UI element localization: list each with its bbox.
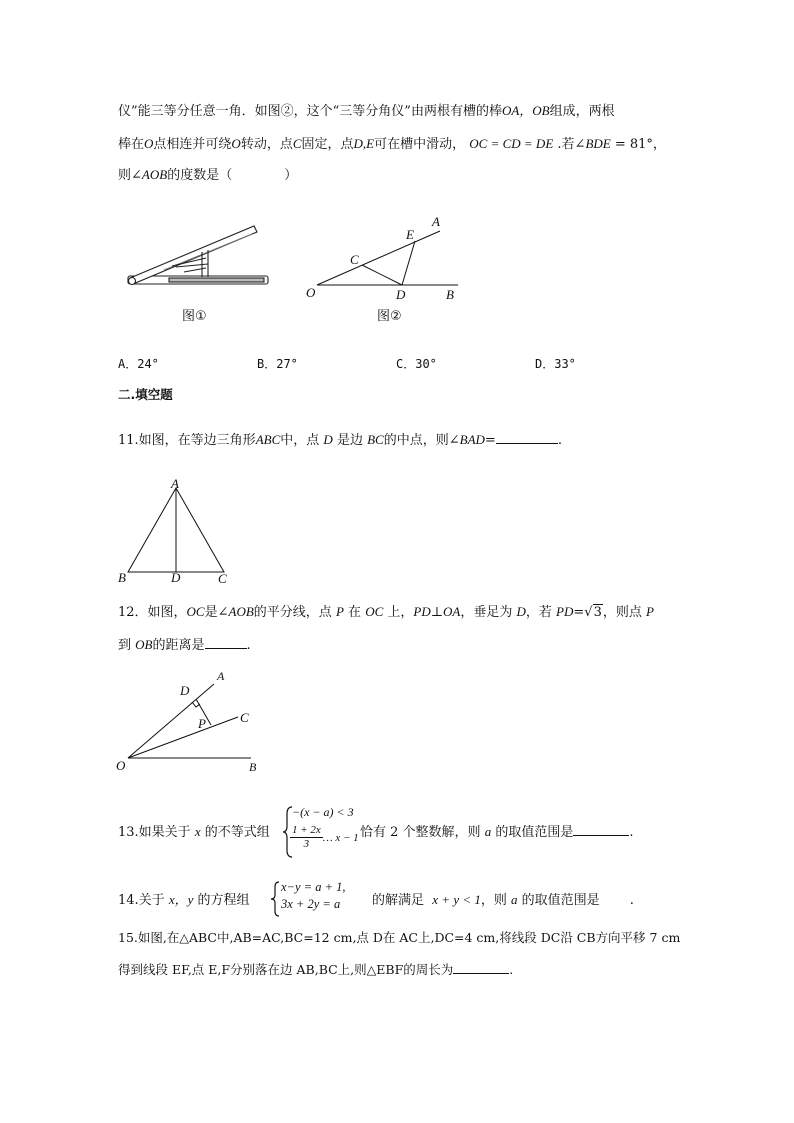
q13-var: a <box>484 824 492 839</box>
pivot <box>129 278 136 285</box>
q11-var: BC <box>367 432 384 447</box>
q10-var: D,E <box>353 136 375 151</box>
q10-var: BDE <box>585 136 611 151</box>
segment-cd <box>362 265 402 285</box>
q13-ineq-1: −(x − a) < 3 <box>292 805 354 819</box>
q11-part: 的中点，则∠ <box>383 433 460 448</box>
q10-text: 的度数是（ ） <box>167 168 298 183</box>
choice-b: B．27° <box>257 357 298 371</box>
fig1-caption: 图① <box>182 309 207 324</box>
q12-var: PD <box>556 604 574 619</box>
q12-part: 到 <box>118 638 132 653</box>
q14-part: 14.关于 <box>118 893 165 908</box>
q11-part: . <box>557 433 562 448</box>
q10-var: O <box>144 136 154 151</box>
q10-equation: OC = CD = DE <box>469 136 554 151</box>
label-p: P <box>198 716 206 731</box>
q12-part: ，垂足为 <box>460 605 513 620</box>
q12-var: OC <box>365 604 384 619</box>
q10-text: 仪”能三等分任意一角．如图②，这个“三等分角仪”由两根有槽的棒 <box>118 104 502 119</box>
q10-text: 点相连并可绕 <box>153 137 232 152</box>
q11-part: 是边 <box>336 433 363 448</box>
section-title: 二.填空题 <box>118 387 173 402</box>
q14-eq-1: x−y = a + 1, <box>281 880 346 894</box>
q10-text: .若∠ <box>557 137 586 152</box>
label-d: D <box>171 570 181 585</box>
q13-rhs: … x − 1 <box>322 832 359 844</box>
q15-part: . <box>509 962 514 977</box>
label-a: A <box>217 669 225 683</box>
q12-part: . <box>246 638 251 653</box>
answer-blank <box>453 961 509 974</box>
q13-part: 13.如果关于 <box>118 825 191 840</box>
q14-part: 的解满足 <box>372 893 425 908</box>
q12-var: OA <box>443 604 461 619</box>
trisector-figure <box>124 222 274 302</box>
q10-text: = 81°， <box>610 137 666 152</box>
q10-text: 棒在 <box>118 137 145 152</box>
q10-line-2 <box>118 135 666 154</box>
q13-part: 的取值范围是 <box>495 825 574 840</box>
choice-d: D．33° <box>535 357 576 371</box>
equilateral-triangle-figure <box>114 476 234 588</box>
answer-blank <box>573 823 629 836</box>
label-o: O <box>116 758 126 773</box>
q13-var: x <box>194 824 201 839</box>
q14-condition: x + y < 1 <box>432 892 481 907</box>
q13-part: . <box>629 825 634 840</box>
lower-rod-slot <box>169 278 264 282</box>
q13-part: 恰有 2 个整数解，则 <box>360 825 481 840</box>
q12-part: = <box>573 605 585 620</box>
upper-rod <box>130 226 257 284</box>
label-c: C <box>218 571 227 586</box>
q11-part: = <box>484 433 496 448</box>
segment-de <box>402 241 415 285</box>
q12-var: AOB <box>228 604 254 619</box>
label-b: B <box>249 760 257 774</box>
label-b: B <box>446 287 454 302</box>
label-e: E <box>406 227 414 242</box>
q12-var: OB <box>135 637 153 652</box>
q13-text-a <box>118 823 270 842</box>
q12-var: PD <box>413 604 431 619</box>
q12-part: ⊥ <box>430 605 443 620</box>
q14-var: a <box>511 892 518 907</box>
q12-part: 在 <box>348 605 362 620</box>
label-d: D <box>396 287 406 302</box>
q11-part: 中，点 <box>280 433 320 448</box>
q14-part: . <box>629 893 634 908</box>
q11-part: 11.如图，在等边三角形 <box>118 433 256 448</box>
q15-part: 得到线段 EF,点 E,F分别落在边 AB,BC上,则△EBF的周长为 <box>118 962 454 977</box>
q12-var: P <box>646 604 654 619</box>
answer-blank <box>496 431 558 444</box>
q14-var: x，y <box>168 892 194 907</box>
q12-part: ，则点 <box>602 605 642 620</box>
label-c: C <box>350 252 359 267</box>
q12-line-2 <box>118 636 251 655</box>
q10-text: 固定，点 <box>301 137 354 152</box>
q12-var: OC <box>186 604 205 619</box>
q10-text: 转动，点 <box>240 137 293 152</box>
q11-var: D <box>323 432 333 447</box>
q10-text: 组成，两根 <box>549 104 615 119</box>
label-a: A <box>432 214 440 229</box>
q13-part: 的不等式组 <box>204 825 270 840</box>
q12-part: 的平分线，点 <box>253 605 332 620</box>
q14-part: ，则 <box>480 893 507 908</box>
fraction-numerator: 1 + 2x <box>292 824 321 836</box>
q10-line-3 <box>118 166 297 185</box>
q11-text <box>118 431 562 450</box>
q14-text-b <box>372 891 634 910</box>
ray-oa <box>317 231 440 285</box>
q12-part: 是∠ <box>204 605 229 620</box>
q10-line-1 <box>118 102 615 121</box>
angle-bisector-figure <box>116 664 276 776</box>
q12-var: P <box>335 604 344 619</box>
q12-var: D <box>516 604 526 619</box>
q14-part: 的方程组 <box>197 893 250 908</box>
label-c: C <box>240 710 249 725</box>
q12-part: 12．如图， <box>118 605 187 620</box>
q15-line-2 <box>118 961 513 979</box>
q13-ineq-2 <box>290 824 359 851</box>
q15-line-1: 15.如图,在△ABC中,AB=AC,BC=12 cm,点 D在 AC上,DC=4 cm,将线段 DC沿 CB方向平移 7 cm <box>118 930 681 945</box>
fraction-denominator: 3 <box>303 838 310 850</box>
answer-blank <box>205 636 247 649</box>
label-a: A <box>171 476 179 491</box>
q14-part: 的取值范围是 <box>521 893 600 908</box>
q10-var: O <box>231 136 241 151</box>
q14-text-a <box>118 891 250 910</box>
q11-var: BAD <box>459 432 485 447</box>
fig2-caption: 图② <box>377 309 402 324</box>
q10-text: 则∠ <box>118 168 142 183</box>
label-d: D <box>180 683 190 698</box>
choice-c: C．30° <box>396 357 437 371</box>
q12-sqrt: 3 <box>593 605 602 620</box>
label-o: O <box>306 285 316 300</box>
q10-text: 可在槽中滑动， <box>374 137 466 152</box>
q13-fraction <box>290 824 323 851</box>
q10-var: C <box>292 136 302 151</box>
q12-line-1: 12．如图，OC是∠AOB的平分线，点 P 在 OC 上，PD⊥OA，垂足为 D，若 PD=√3，则点 P <box>118 604 654 620</box>
link-bar <box>184 268 206 272</box>
q12-part: 上， <box>387 605 414 620</box>
q14-eq-2: 3x + 2y = a <box>281 897 341 911</box>
q12-part: ，若 <box>525 605 552 620</box>
q12-part: 的距离是 <box>152 638 205 653</box>
equation-brace <box>271 881 280 917</box>
right-angle-mark <box>192 702 200 707</box>
choice-a: A．24° <box>118 357 159 371</box>
q10-vars: OA，OB <box>501 103 550 118</box>
q13-text-b <box>360 823 633 842</box>
q11-var: ABC <box>255 432 281 447</box>
trisector-diagram <box>300 212 470 307</box>
ray-oc <box>128 717 238 758</box>
label-b: B <box>118 570 126 585</box>
q10-var: AOB <box>141 167 168 182</box>
